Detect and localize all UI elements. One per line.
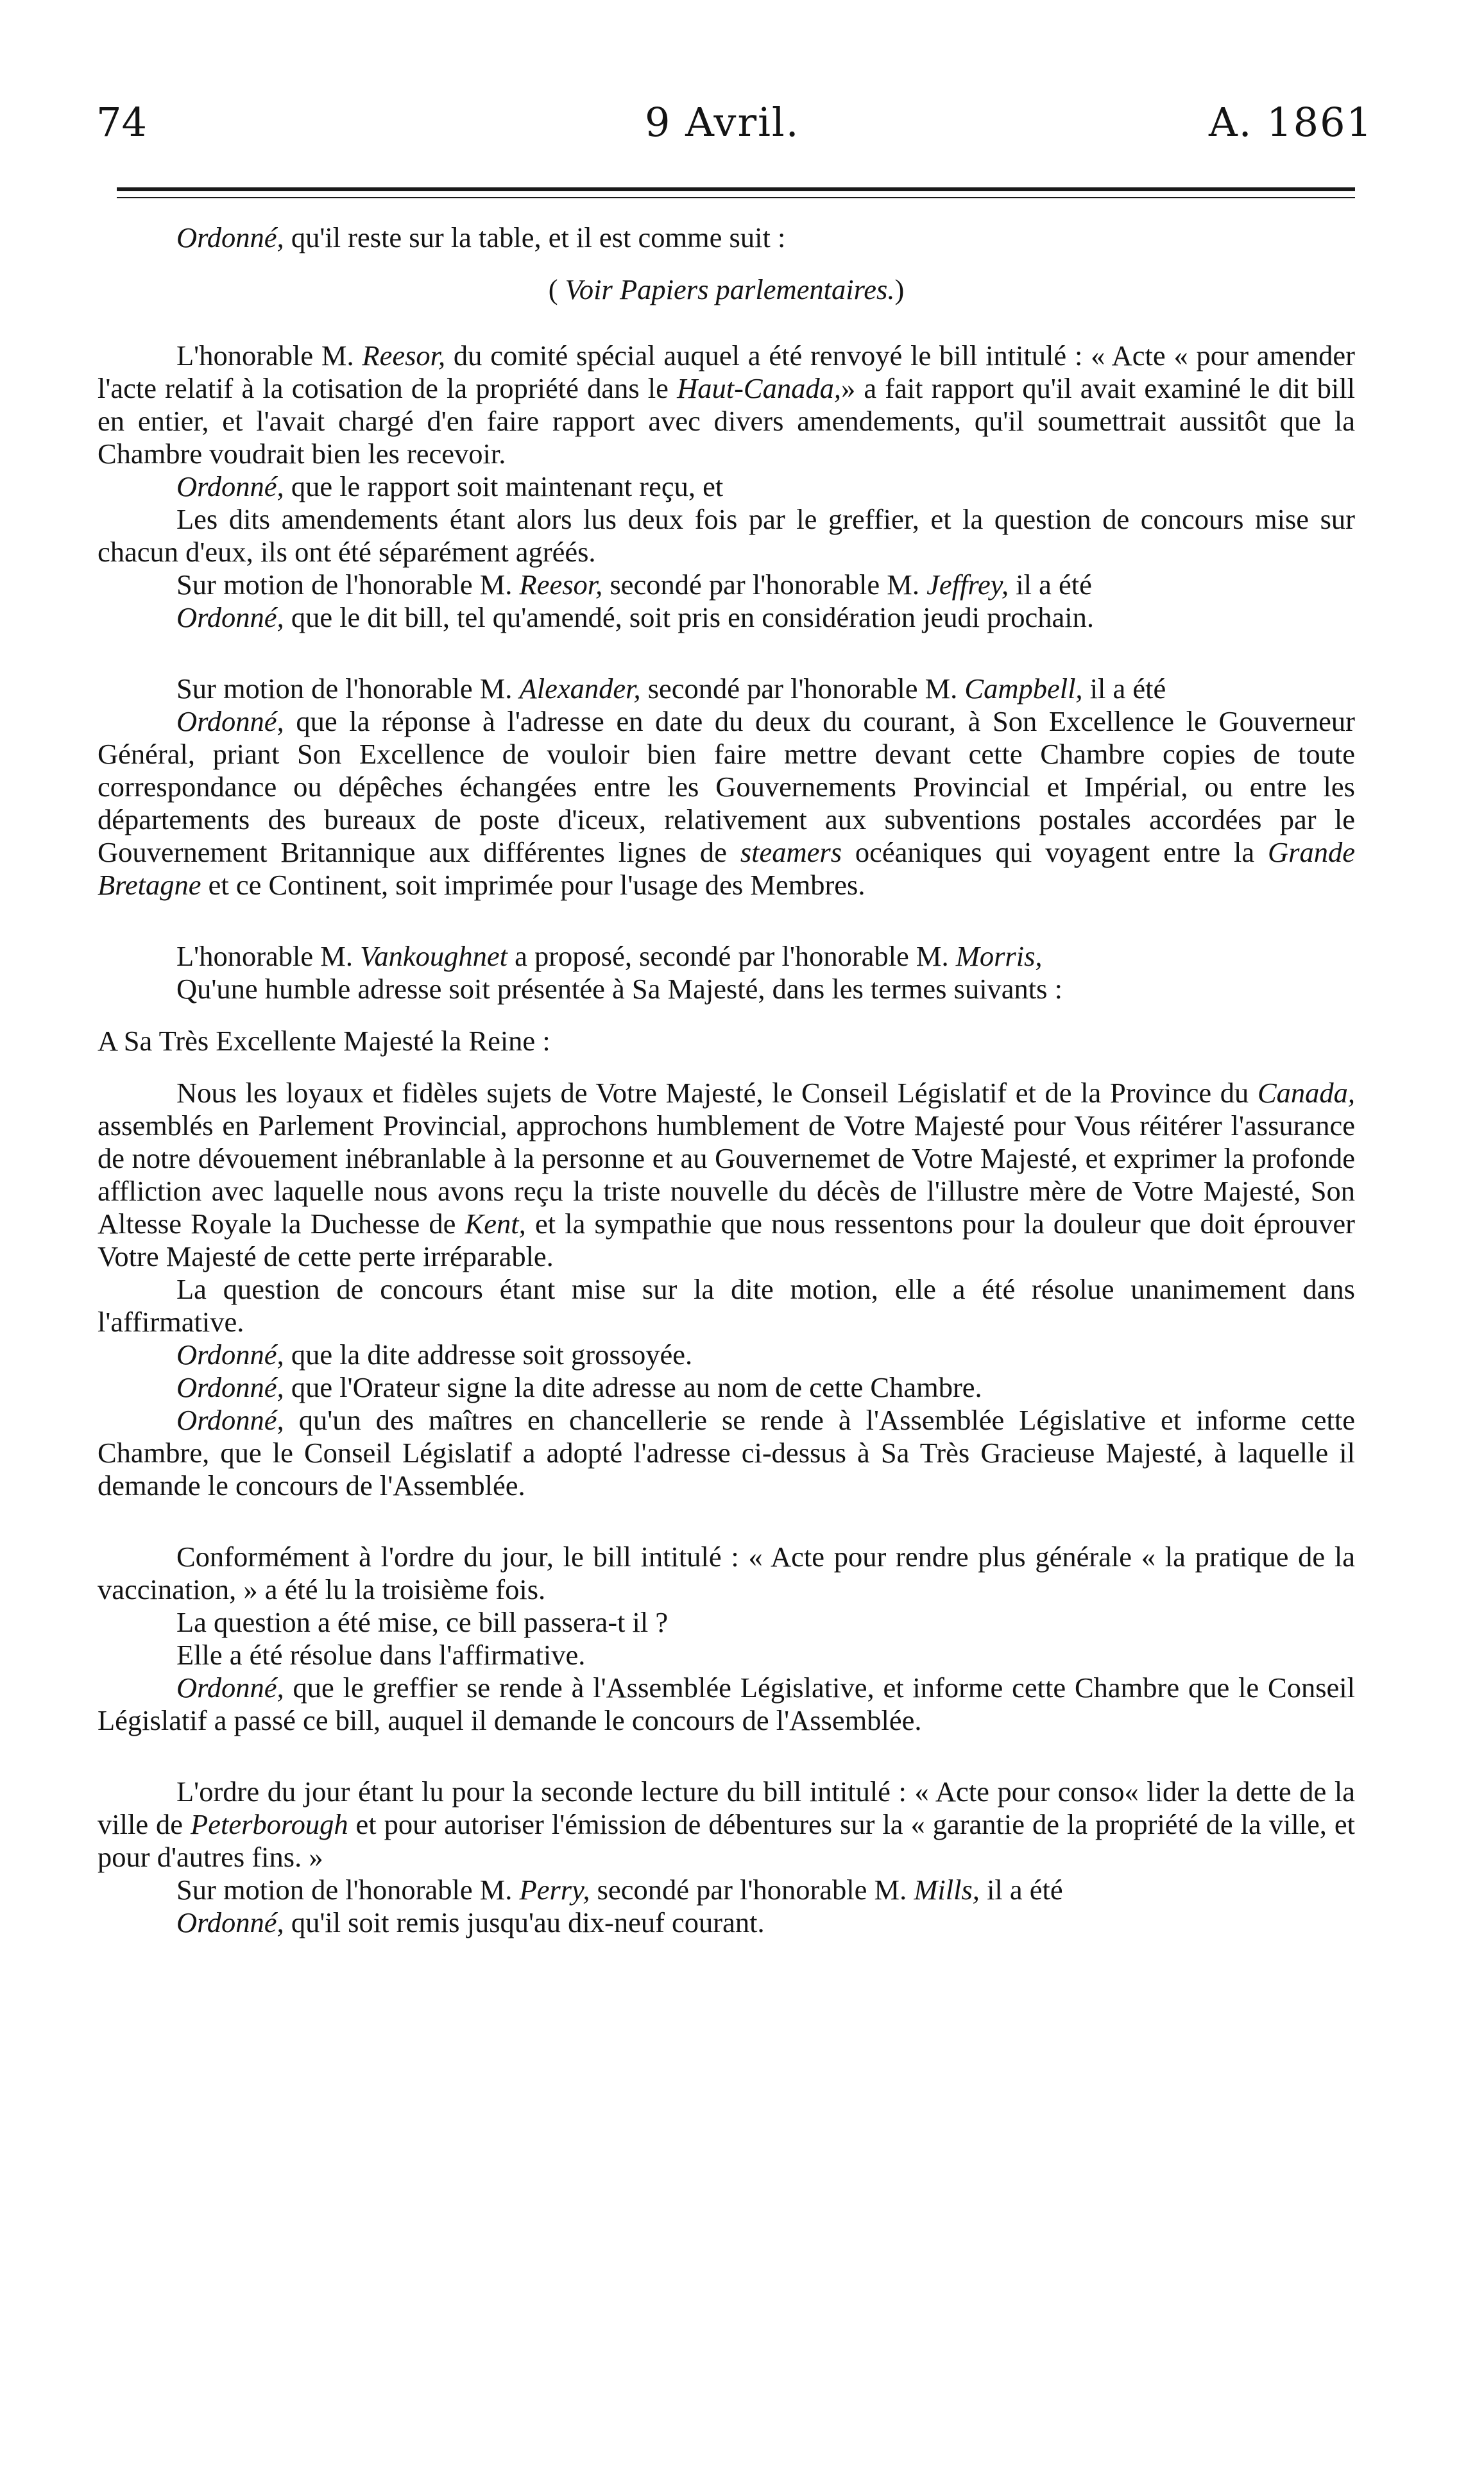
text-run: que le rapport soit maintenant reçu, et bbox=[284, 470, 724, 502]
text-run: il a été bbox=[1009, 569, 1092, 601]
italic-text: Voir Papiers parlementaires. bbox=[565, 273, 895, 305]
text-run: que le dit bill, tel qu'amendé, soit pris en considération jeudi prochain. bbox=[284, 601, 1095, 633]
paragraph bbox=[98, 973, 1355, 1005]
italic-text: Kent, bbox=[465, 1208, 526, 1240]
text-run: ) bbox=[894, 273, 905, 305]
text-run: L'honorable M. bbox=[176, 339, 362, 372]
document-body bbox=[98, 221, 1355, 1939]
paragraph bbox=[98, 1672, 1355, 1737]
text-run: secondé par l'honorable M. bbox=[602, 569, 927, 601]
text-run: secondé par l'honorable M. bbox=[640, 672, 965, 705]
page-header bbox=[96, 96, 1373, 173]
text-run: a proposé, secondé par l'honorable M. bbox=[507, 940, 956, 972]
paragraph bbox=[98, 569, 1355, 601]
italic-text: Canada, bbox=[1257, 1077, 1355, 1109]
header-rule-thin bbox=[117, 197, 1355, 198]
italic-text: Ordonné, bbox=[176, 470, 284, 502]
italic-text: Jeffrey, bbox=[926, 569, 1009, 601]
text-run: et ce Continent, soit imprimée pour l'usage des Membres. bbox=[201, 869, 866, 901]
italic-text: Morris, bbox=[955, 940, 1043, 972]
text-run: Qu'une humble adresse soit présentée à Sa Majesté, dans les termes suivants : bbox=[176, 973, 1062, 1005]
paragraph bbox=[98, 1338, 1355, 1371]
paragraph bbox=[98, 339, 1355, 470]
paragraph bbox=[98, 1639, 1355, 1672]
text-run: que l'Orateur signe la dite adresse au nom de cette Chambre. bbox=[284, 1371, 982, 1403]
paragraph bbox=[98, 273, 1355, 306]
text-run: que la dite addresse soit grossoyée. bbox=[284, 1338, 693, 1371]
italic-text: Ordonné, bbox=[176, 705, 284, 737]
italic-text: Reesor, bbox=[362, 339, 446, 372]
text-run: La question a été mise, ce bill passera-t il ? bbox=[176, 1606, 669, 1638]
text-run: qu'un des maîtres en chancellerie se rende à l'Assemblée Législative et informe cette Chambre, que le Conseil Législatif a adopté l'adresse ci-dessus à Sa Très Gracieuse Majesté, à laquelle il demande le concours de l'Assemblée. bbox=[98, 1404, 1355, 1501]
italic-text: Reesor, bbox=[519, 569, 603, 601]
italic-text: Haut-Canada, bbox=[677, 372, 841, 404]
paragraph bbox=[98, 1273, 1355, 1338]
paragraph bbox=[98, 1874, 1355, 1906]
header-rule-thick bbox=[117, 187, 1355, 191]
text-run: Conformément à l'ordre du jour, le bill intitulé : « Acte pour rendre plus générale « la pratique de la vaccination, » a été lu la troisième fois. bbox=[98, 1541, 1355, 1605]
paragraph bbox=[98, 705, 1355, 902]
page-number: 74 bbox=[96, 99, 147, 146]
text-run: et la sympathie que nous ressentons pour la douleur que doit éprouver Votre Majesté de cette perte irréparable. bbox=[98, 1208, 1355, 1272]
paragraph bbox=[98, 1404, 1355, 1502]
text-run: L'honorable M. bbox=[176, 940, 361, 972]
italic-text: Alexander, bbox=[519, 672, 641, 705]
text-run: assemblés en Parlement Provincial, approchons humblement de Votre Majesté pour Vous réitérer l'assurance de notre dévouement inébranlable à la personne et au Gouvernemet de Votre Majesté, et exprimer la profonde affliction avec laquelle nous avons reçu la triste nouvelle du décès de l'illustre mère de Votre Majesté, Son Altesse Royale la Duchesse de bbox=[98, 1109, 1355, 1240]
italic-text: Ordonné, bbox=[176, 1404, 284, 1436]
paragraph bbox=[98, 940, 1355, 973]
paragraph bbox=[98, 470, 1355, 503]
paragraph bbox=[98, 1906, 1355, 1939]
text-run: Sur motion de l'honorable M. bbox=[176, 1874, 520, 1906]
italic-text: Ordonné, bbox=[176, 1338, 284, 1371]
text-run: que le greffier se rende à l'Assemblée Législative, et informe cette Chambre que le Conseil Législatif a passé ce bill, auquel il demande le concours de l'Assemblée. bbox=[98, 1672, 1355, 1736]
text-run: et pour autoriser l'émission de débentures sur la « garantie de la propriété de la ville, et pour d'autres fins. » bbox=[98, 1808, 1355, 1873]
text-run: La question de concours étant mise sur la dite motion, elle a été résolue unanimement dans l'affirmative. bbox=[98, 1273, 1355, 1338]
text-run: il a été bbox=[979, 1874, 1063, 1906]
paragraph bbox=[98, 601, 1355, 634]
paragraph bbox=[98, 1606, 1355, 1639]
paragraph bbox=[98, 1371, 1355, 1404]
text-run: qu'il reste sur la table, et il est comme suit : bbox=[284, 221, 786, 253]
text-run: secondé par l'honorable M. bbox=[590, 1874, 914, 1906]
italic-text: Ordonné, bbox=[176, 1906, 284, 1938]
text-run: A Sa Très Excellente Majesté la Reine : bbox=[98, 1025, 550, 1057]
page-year: A. 1861 bbox=[1209, 99, 1373, 146]
italic-text: Ordonné, bbox=[176, 1371, 284, 1403]
italic-text: Campbell, bbox=[964, 672, 1083, 705]
page-date: 9 Avril. bbox=[645, 99, 800, 146]
text-run: que la réponse à l'adresse en date du deux du courant, à Son Excellence le Gouverneur Général, priant Son Excellence de vouloir bien faire mettre devant cette Chambre copies de toute correspondance ou dépêches échangées entre les Gouvernements Provincial et Impérial, ou entre les départements des bureaux de poste d'iceux, relativement aux subventions postales accordées par le Gouvernement Britannique aux différentes lignes de bbox=[98, 705, 1355, 868]
paragraph bbox=[98, 1775, 1355, 1874]
italic-text: Grande Bretagne bbox=[98, 836, 1355, 901]
text-run: Sur motion de l'honorable M. bbox=[176, 672, 520, 705]
italic-text: Perry, bbox=[519, 1874, 590, 1906]
paragraph bbox=[98, 503, 1355, 569]
text-run: qu'il soit remis jusqu'au dix-neuf courant. bbox=[284, 1906, 765, 1938]
italic-text: Ordonné, bbox=[176, 601, 284, 633]
italic-text: Peterborough bbox=[191, 1808, 348, 1840]
italic-text: Ordonné, bbox=[176, 221, 284, 253]
text-run: Sur motion de l'honorable M. bbox=[176, 569, 520, 601]
paragraph bbox=[98, 1077, 1355, 1273]
text-run: océaniques qui voyagent entre la bbox=[842, 836, 1268, 868]
paragraph bbox=[98, 672, 1355, 705]
text-run: Elle a été résolue dans l'affirmative. bbox=[176, 1639, 586, 1671]
italic-text: Ordonné, bbox=[176, 1672, 284, 1704]
text-run: L'ordre du jour étant lu pour la seconde lecture du bill intitulé : « Acte pour conso« lider la dette de la ville de bbox=[98, 1775, 1355, 1840]
paragraph bbox=[98, 1025, 1355, 1057]
text-run: il a été bbox=[1082, 672, 1166, 705]
italic-text: Vankoughnet bbox=[360, 940, 507, 972]
text-run: Les dits amendements étant alors lus deux fois par le greffier, et la question de concours mise sur chacun d'eux, ils ont été séparément agréés. bbox=[98, 503, 1355, 568]
text-run: Nous les loyaux et fidèles sujets de Votre Majesté, le Conseil Législatif et de la Province du bbox=[176, 1077, 1258, 1109]
paragraph bbox=[98, 221, 1355, 254]
text-run: » a fait rapport qu'il avait examiné le dit bill en entier, et l'avait chargé d'en faire rapport avec divers amendements, qu'il soumettrait aussitôt que la Chambre voudrait bien les recevoir. bbox=[98, 372, 1355, 470]
text-run: du comité spécial auquel a été renvoyé le bill intitulé : « Acte « pour amender l'acte relatif à la cotisation de la propriété dans le bbox=[98, 339, 1356, 404]
text-run: ( bbox=[548, 273, 565, 305]
italic-text: Mills, bbox=[914, 1874, 980, 1906]
paragraph bbox=[98, 1541, 1355, 1606]
italic-text: steamers bbox=[740, 836, 842, 868]
